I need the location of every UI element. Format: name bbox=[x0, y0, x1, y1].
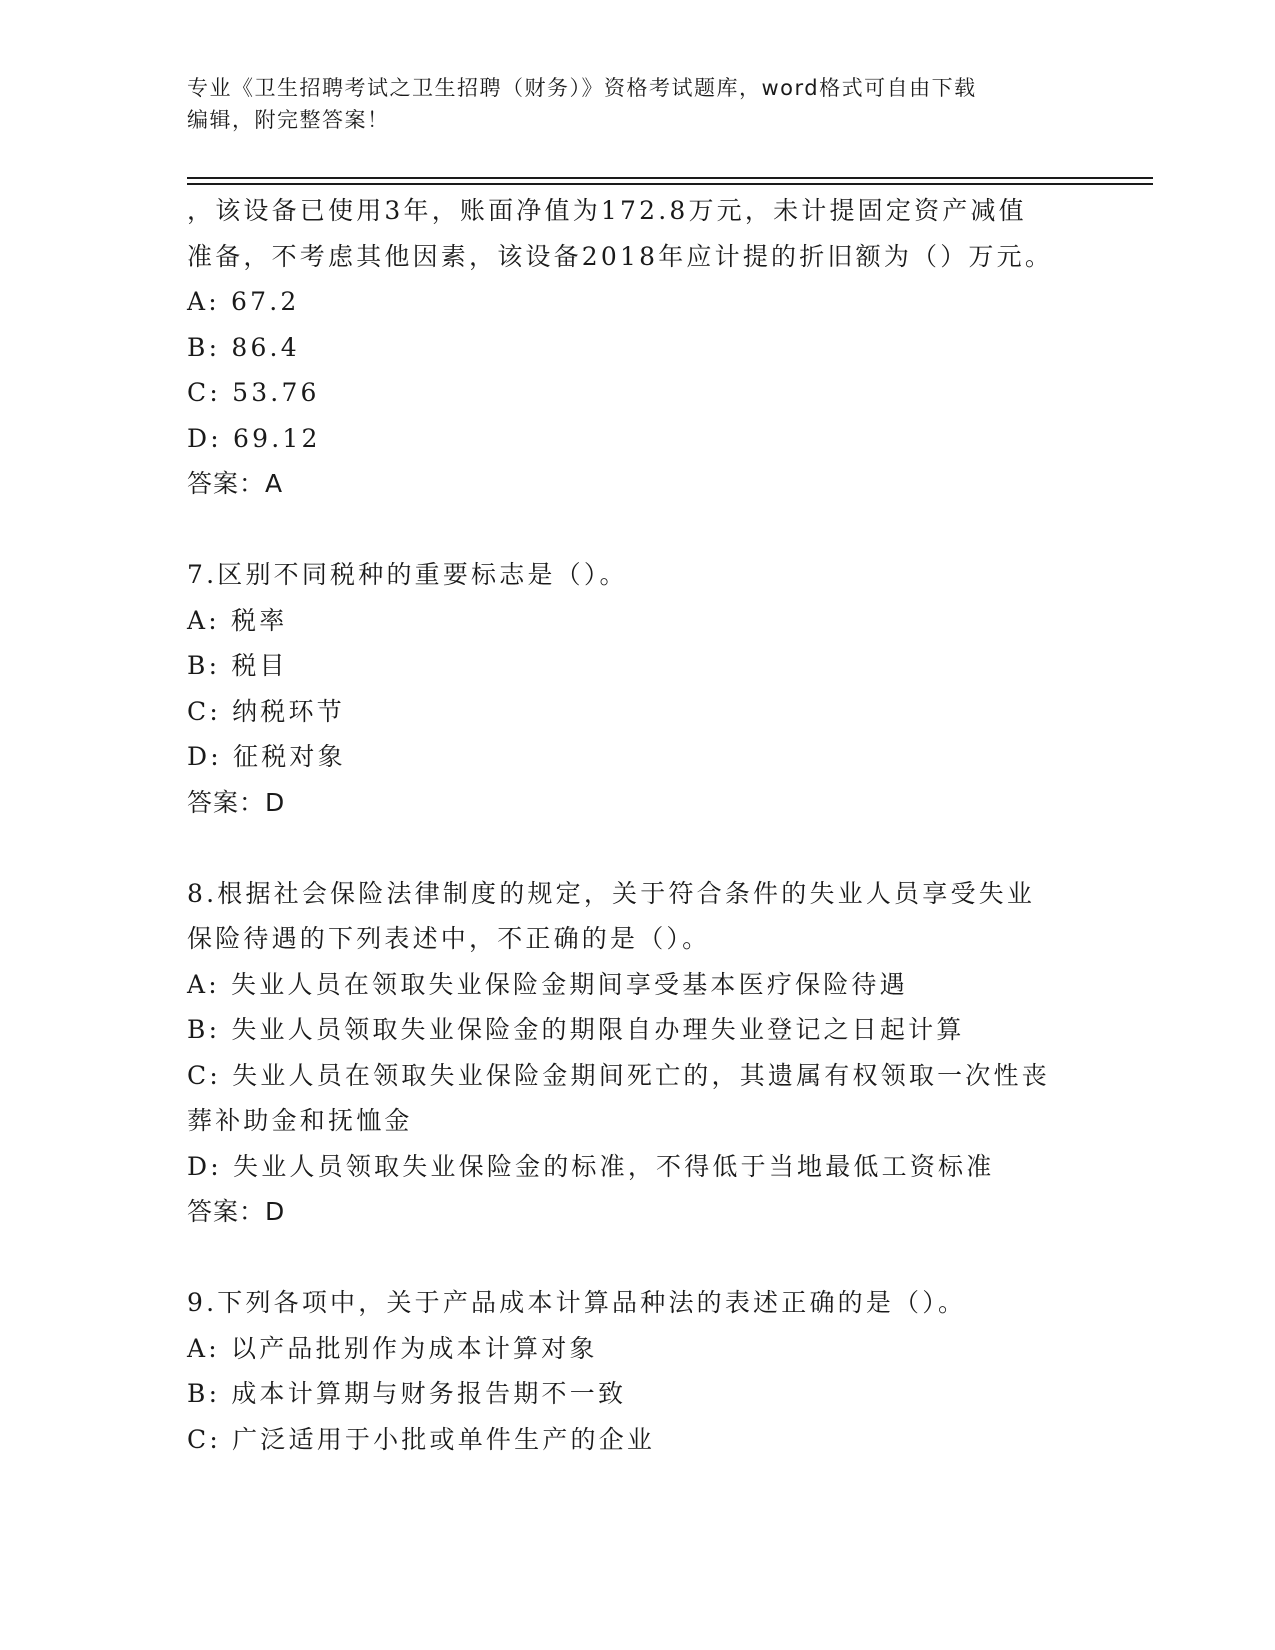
question-9 bbox=[187, 1280, 1087, 1462]
spacer bbox=[187, 825, 1087, 871]
option-a: A: 失业人员在领取失业保险金期间享受基本医疗保险待遇 bbox=[187, 969, 908, 999]
option-a: A: 67.2 bbox=[187, 287, 300, 316]
header-rule-bottom bbox=[187, 183, 1153, 185]
option-a: A: 税率 bbox=[187, 605, 288, 635]
option-b: B: 税目 bbox=[187, 651, 288, 680]
header-line-2: 编辑，附完整答案！ bbox=[187, 108, 390, 132]
option-d: D: 69.12 bbox=[187, 423, 321, 453]
header-rule-top bbox=[187, 177, 1153, 179]
question-stem-line: 8.根据社会保险法律制度的规定，关于符合条件的失业人员享受失业 bbox=[187, 878, 1036, 908]
option-b: B: 86.4 bbox=[187, 332, 300, 362]
question-stem-line: 9.下列各项中，关于产品成本计算品种法的表述正确的是（）。 bbox=[187, 1288, 967, 1317]
question-6 bbox=[187, 188, 1087, 507]
question-8 bbox=[187, 871, 1087, 1235]
option-d: D: 征税对象 bbox=[187, 742, 346, 771]
question-stem-line: 保险待遇的下列表述中，不正确的是（）。 bbox=[187, 924, 711, 953]
option-c: C: 广泛适用于小批或单件生产的企业 bbox=[187, 1424, 656, 1454]
option-a: A: 以产品批别作为成本计算对象 bbox=[187, 1333, 598, 1363]
option-d: D: 失业人员领取失业保险金的标准，不得低于当地最低工资标准 bbox=[187, 1151, 995, 1181]
option-c: C: 53.76 bbox=[187, 378, 320, 407]
question-stem-line: 7.区别不同税种的重要标志是（）。 bbox=[187, 560, 628, 589]
question-stem-line: ，该设备已使用3年，账面净值为172.8万元，未计提固定资产减值 bbox=[187, 196, 1027, 225]
option-c: C: 失业人员在领取失业保险金期间死亡的，其遗属有权领取一次性丧 bbox=[187, 1060, 1050, 1090]
spacer bbox=[187, 1235, 1087, 1281]
question-7 bbox=[187, 552, 1087, 825]
question-stem-line: 准备，不考虑其他因素，该设备2018年应计提的折旧额为（）万元。 bbox=[187, 241, 1054, 271]
answer-label: 答案：D bbox=[187, 787, 286, 817]
answer-label: 答案：A bbox=[187, 469, 284, 498]
answer-label: 答案：D bbox=[187, 1197, 286, 1226]
option-c: C: 纳税环节 bbox=[187, 696, 345, 726]
header-line-1: 专业《卫生招聘考试之卫生招聘（财务）》资格考试题库，word格式可自由下载 bbox=[187, 76, 977, 100]
question-list bbox=[187, 188, 1087, 1462]
option-b: B: 成本计算期与财务报告期不一致 bbox=[187, 1379, 627, 1408]
option-c-continued: 葬补助金和抚恤金 bbox=[187, 1106, 413, 1135]
document-header bbox=[187, 72, 1067, 136]
option-b: B: 失业人员领取失业保险金的期限自办理失业登记之日起计算 bbox=[187, 1015, 965, 1044]
spacer bbox=[187, 507, 1087, 553]
